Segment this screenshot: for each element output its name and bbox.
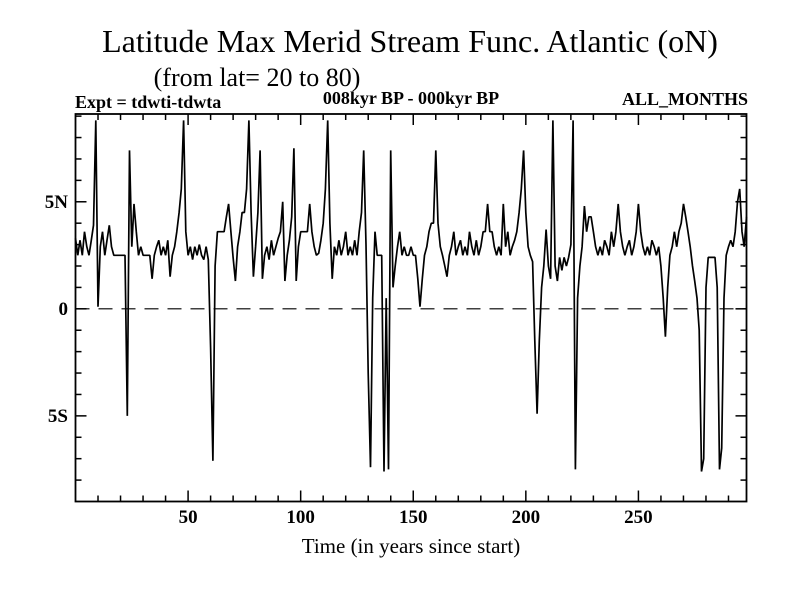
months-label: ALL_MONTHS xyxy=(621,89,748,109)
x-tick-label: 200 xyxy=(511,507,541,528)
chart-subtitle: (from lat= 20 to 80) xyxy=(153,63,361,92)
x-axis-title: Time (in years since start) xyxy=(301,534,521,558)
period-label: 008kyr BP - 000kyr BP xyxy=(322,88,500,108)
y-tick-label: 0 xyxy=(58,298,68,320)
chart-title: Latitude Max Merid Stream Func. Atlantic (oN) xyxy=(102,23,718,59)
x-tick-label: 150 xyxy=(399,507,428,528)
experiment-label: Expt = tdwti-tdwta xyxy=(75,92,222,112)
y-tick-label: 5N xyxy=(44,191,68,213)
y-tick-label: 5S xyxy=(47,405,68,427)
x-tick-label: 250 xyxy=(624,507,653,528)
plot-frame xyxy=(76,114,747,502)
data-series-line xyxy=(76,120,747,471)
x-tick-label: 50 xyxy=(178,507,198,528)
plot-area xyxy=(45,114,747,528)
x-tick-label: 100 xyxy=(286,507,315,528)
